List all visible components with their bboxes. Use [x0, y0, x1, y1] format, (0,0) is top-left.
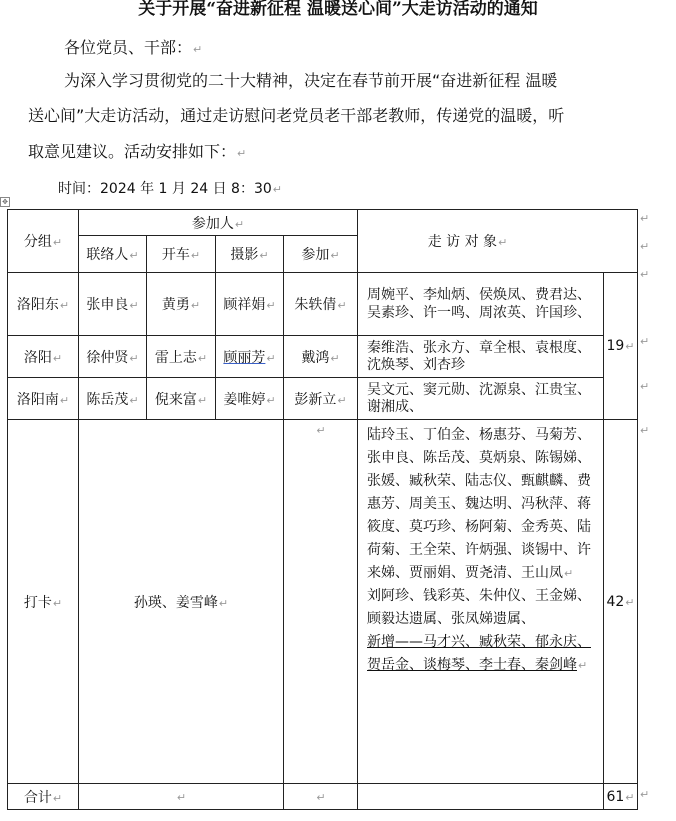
- visits-cell: 陆玲玉、丁伯金、杨惠芬、马菊芳、张申良、陈岳茂、莫炳泉、陈锡娣、张媛、臧秋荣、陆志仪、甄麒麟、费惠芳、周美玉、魏达明、冯秋萍、蒋筱度、莫巧珍、杨阿菊、金秀英、陆荷菊、王全荣、许炳强、谈锡中、许来娣、贾丽娟、贾尧清、王山凤↵ 刘阿珍、钱彩英、朱仲仪、王金娣、顾毅达遗属、张凤娣遗属、 新增——马才兴、臧秋荣、郁永庆、贺岳金、谈梅琴、李士春、秦剑峰↵: [358, 420, 604, 784]
- contact-cell: 张申良↵: [79, 273, 147, 336]
- document-title: 关于开展“奋进新征程 温暖送心间”大走访活动的通知: [138, 0, 538, 19]
- table-row: [8, 378, 638, 420]
- driver-cell: 黄勇↵: [147, 273, 216, 336]
- body-line-1: 为深入学习贯彻党的二十大精神，决定在春节前开展“奋进新征程 温暖: [64, 71, 558, 90]
- empty-cell: [358, 784, 604, 810]
- header-photo: 摄影↵: [216, 236, 284, 273]
- header-attend: 参加↵: [284, 236, 358, 273]
- contact-cell: 陈岳茂↵: [79, 378, 147, 420]
- photo-cell: 姜唯婷↵: [216, 378, 284, 420]
- contact-cell: 徐仲贤↵: [79, 336, 147, 378]
- checkin-people-cell: 孙瑛、姜雪峰↵: [79, 420, 284, 784]
- visit-schedule-table: [7, 209, 638, 810]
- table-row-checkin: [8, 420, 638, 784]
- checkin-count-cell: 42↵: [604, 420, 638, 784]
- salutation: 各位党员、干部：↵: [64, 38, 203, 57]
- group-cell: 打卡↵: [8, 420, 79, 784]
- table-row: [8, 336, 638, 378]
- photo-cell: 顾丽芳↵: [216, 336, 284, 378]
- table-row-total: [8, 784, 638, 810]
- total-count-cell: 61↵: [604, 784, 638, 810]
- driver-cell: 雷上志↵: [147, 336, 216, 378]
- attend-cell: 朱轶倩↵: [284, 273, 358, 336]
- row-end-mark: ↵: [640, 380, 650, 393]
- group-cell: 洛阳南↵: [8, 378, 79, 420]
- body-line-3: 取意见建议。活动安排如下：↵: [28, 142, 247, 161]
- time-line: 时间：2024 年 1 月 24 日 8：30↵: [58, 181, 282, 197]
- body-line-2: 送心间”大走访活动，通过走访慰问老党员老干部老教师，传递党的温暖，听: [28, 106, 565, 125]
- row-end-mark: ↵: [640, 268, 650, 281]
- visits-cell: 吴文元、窦元勋、沈源泉、江贵宝、谢湘成、: [358, 378, 604, 420]
- header-contact: 联络人↵: [79, 236, 147, 273]
- table-move-handle-icon[interactable]: ✥: [0, 197, 10, 207]
- row-end-mark: ↵: [640, 240, 650, 253]
- photo-cell: 顾祥娟↵: [216, 273, 284, 336]
- subtotal-cell: 19↵: [604, 273, 638, 420]
- attend-cell: 戴鸿↵: [284, 336, 358, 378]
- header-participants: 参加人↵: [79, 210, 358, 236]
- row-end-mark: ↵: [640, 424, 650, 437]
- table-row: [8, 273, 638, 336]
- empty-cell: ↵: [284, 420, 358, 784]
- group-cell: 洛阳↵: [8, 336, 79, 378]
- row-end-mark: ↵: [640, 335, 650, 348]
- row-end-mark: ↵: [640, 212, 650, 225]
- visits-cell: 周婉平、李灿炳、侯焕凤、费君达、吴素珍、许一鸣、周浓英、许国珍、: [358, 273, 604, 336]
- row-end-mark: ↵: [640, 788, 650, 801]
- driver-cell: 倪来富↵: [147, 378, 216, 420]
- header-driver: 开车↵: [147, 236, 216, 273]
- header-group: 分组↵: [8, 210, 79, 273]
- empty-cell: ↵: [79, 784, 284, 810]
- group-cell: 洛阳东↵: [8, 273, 79, 336]
- visits-cell: 秦维浩、张永方、章全根、袁根度、沈焕琴、刘杏珍: [358, 336, 604, 378]
- header-visit-targets: 走 访 对 象↵: [358, 210, 638, 273]
- total-label-cell: 合计↵: [8, 784, 79, 810]
- empty-cell: ↵: [284, 784, 358, 810]
- attend-cell: 彭新立↵: [284, 378, 358, 420]
